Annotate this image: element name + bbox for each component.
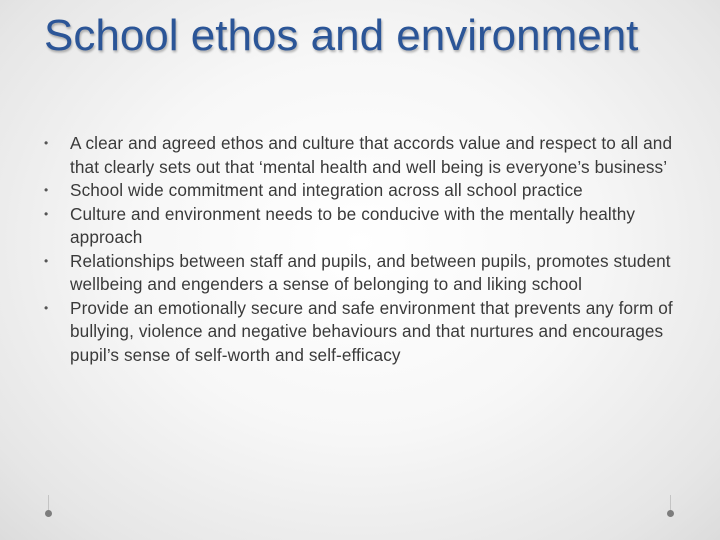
bullet-item xyxy=(44,203,694,250)
bullet-item xyxy=(44,132,694,179)
slide-title: School ethos and environment xyxy=(44,11,639,60)
bullet-dot-icon: • xyxy=(44,183,49,197)
bullet-dot-icon: • xyxy=(44,206,49,221)
bullet-text: Relationships between staff and pupils, and between pupils, promotes student wellbeing and engenders a sense of belonging to and liking school xyxy=(70,250,671,294)
bullet-dot-icon: • xyxy=(44,300,49,315)
bullet-item xyxy=(44,250,694,297)
bullet-dot-icon: • xyxy=(44,136,49,150)
bullet-item xyxy=(44,297,694,368)
corner-dot-icon-left xyxy=(45,510,52,517)
bullet-text: Culture and environment needs to be conducive with the mentally healthy approach xyxy=(70,203,636,247)
bullet-text: Provide an emotionally secure and safe environment that prevents any form of bullying, violence and negative behaviours and that nurtures and encourages pupil’s sense of self-worth and self-efficacy xyxy=(70,297,673,365)
bullet-text: School wide commitment and integration across all school practice xyxy=(70,180,583,200)
bullet-text: A clear and agreed ethos and culture that accords value and respect to all and that clearly sets out that ‘mental health and well being is everyone’s business’ xyxy=(70,133,673,177)
corner-dot-icon-right xyxy=(667,510,674,517)
bullet-dot-icon: • xyxy=(44,253,49,268)
bullet-list xyxy=(44,132,694,367)
bullet-item xyxy=(44,179,694,203)
